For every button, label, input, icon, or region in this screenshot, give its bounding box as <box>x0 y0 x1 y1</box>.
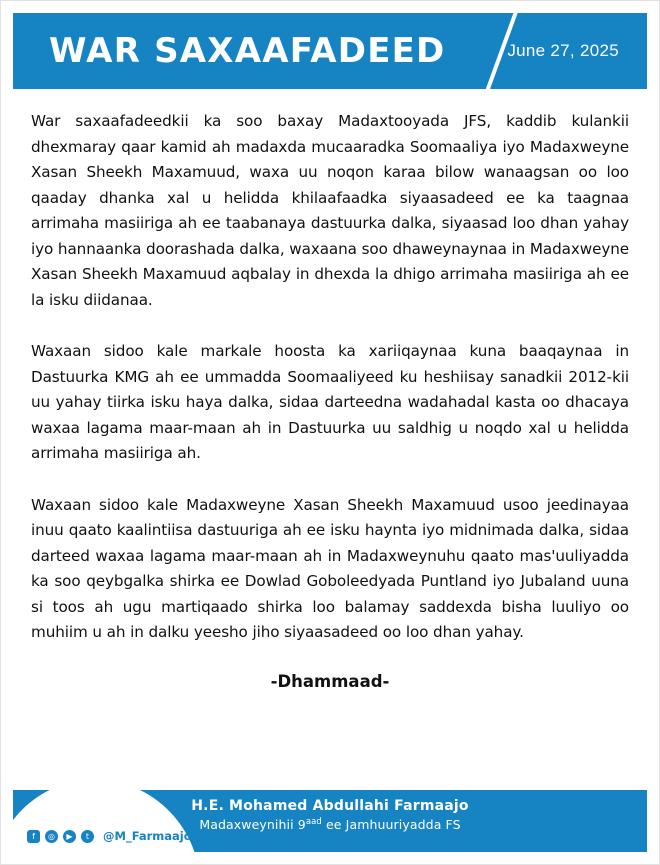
signatory-name: H.E. Mohamed Abdullahi Farmaajo <box>191 798 469 814</box>
release-date: June 27, 2025 <box>507 41 619 60</box>
social-links[interactable] <box>27 829 192 843</box>
signatory-role-ordinal: aad <box>305 817 322 827</box>
page-title: WAR SAXAAFADEED <box>49 31 446 71</box>
paragraph: Waxaan sidoo kale markale hoosta ka xariiqaynaa kuna baaqaynaa in Dastuurka KMG ah ee ummadda Soomaaliyeed ku heshiisay sanadkii 2012-kii uu yahay tiirka isku haya dalka, sidaa darteedna wadahadal kasta oo dhacaya waxaa lagama maar-maan ah in Dastuurka uu saldhig u noqdo xal u helidda arrimaha masiiriga ah. <box>31 342 629 462</box>
paragraph: Waxaan sidoo kale Madaxweyne Xasan Sheekh Maxamuud usoo jeedinayaa inuu qaato kaalintiisa dastuuriga ah ee isku haynta iyo midnimada dalka, sidaa darteed waxaa lagama maar-maan ah in Madaxweynuhu qaato mas'uuliyadda ka soo qeybgalka shirka ee Dowlad Goboleedyada Puntland iyo Jubaland uuna si toos ah ugu martiqaado shirka loo balamay saddexda bisha luuliyo oo muhiim u ah in dalku yeesho jiho siyaasadeed oo loo dhan yahay. <box>31 495 629 641</box>
youtube-icon[interactable]: ▶ <box>63 830 76 843</box>
document-body <box>31 109 629 734</box>
signatory-role-prefix: Madaxweynihii 9 <box>199 817 306 833</box>
document-header <box>13 13 647 89</box>
twitter-icon[interactable]: t <box>81 830 94 843</box>
social-handle[interactable]: @M_Farmaajo <box>103 829 192 843</box>
instagram-icon[interactable]: ◎ <box>45 830 58 843</box>
facebook-icon[interactable]: f <box>27 830 40 843</box>
signature-block <box>13 798 647 832</box>
document-footer <box>13 790 647 852</box>
signatory-role-suffix: ee Jamhuuriyadda FS <box>321 817 461 833</box>
paragraph: War saxaafadeedkii ka soo baxay Madaxtooyada JFS, kaddib kulankii dhexmaray qaar kamid ah madaxda mucaaradka Soomaaliya iyo Madaxweyne Xasan Sheekh Maxamuud, waxa uu noqon karaa bilow wanaagsan oo loo qaaday dhanka xal u helidda khilaafaadka siyaasadeed ee ka taagnaa arrimaha masiiriga ah ee taabanaya dastuurka dalka, siyaasad loo dhan yahay iyo hannaanka doorashada dalka, waxaana soo dhaweynaynaa in Madaxweyne Xasan Sheekh Maxamuud aqbalay in dhexda la dhigo arrimaha masiiriga ah ee la isku diidanaa. <box>31 112 629 309</box>
closing-mark: -Dhammaad- <box>270 671 390 691</box>
